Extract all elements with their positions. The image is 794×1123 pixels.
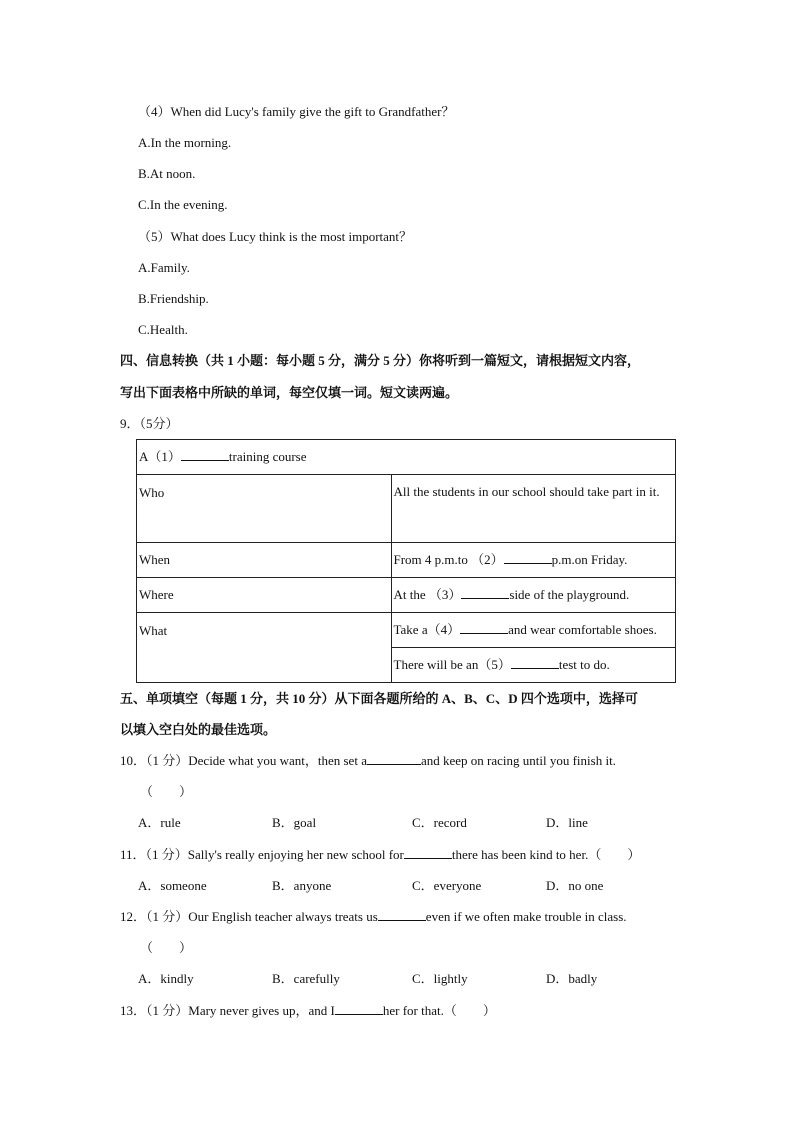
q12-blank[interactable] — [378, 908, 426, 921]
row-where-post: side of the playground. — [509, 587, 630, 602]
q12-option-c[interactable]: C．lightly — [412, 971, 468, 986]
q10-paren: （ ） — [140, 784, 193, 799]
row-what-content-2 — [391, 648, 676, 683]
row-when-pre: From 4 p.m.to （2） — [393, 552, 504, 567]
row-where-content — [391, 578, 676, 613]
section4-heading-line1: 四、信息转换（共 1 小题：每小题 5 分，满分 5 分）你将听到一篇短文，请根据短文内容， — [120, 353, 641, 368]
q11-option-b[interactable]: B．anyone — [272, 878, 332, 893]
q11-option-a[interactable]: A．someone — [138, 878, 207, 893]
blank-4[interactable] — [460, 621, 508, 634]
q8-sub5-option-b[interactable]: B.Friendship. — [138, 291, 209, 306]
q10-option-b[interactable]: B．goal — [272, 815, 317, 830]
section4-heading-line2: 写出下面表格中所缺的单词，每空仅填一词。短文读两遍。 — [120, 385, 459, 400]
table-title-post: training course — [228, 449, 307, 464]
q11-stem-post: there has been kind to her.（ ） — [451, 847, 641, 862]
q12-number: 12．（1 分） — [120, 909, 189, 924]
row-who-content: All the students in our school should take part in it. — [391, 475, 676, 543]
row-what2-post: test to do. — [558, 657, 610, 672]
q10-stem — [120, 752, 616, 770]
q11-blank[interactable] — [404, 846, 452, 859]
blank-5[interactable] — [511, 656, 559, 669]
q12-paren: （ ） — [140, 940, 193, 955]
q12-option-a[interactable]: A．kindly — [138, 971, 194, 986]
blank-1[interactable] — [181, 448, 229, 461]
blank-2[interactable] — [504, 551, 552, 564]
row-who-label: Who — [137, 475, 392, 543]
q11-option-c[interactable]: C．everyone — [412, 878, 482, 893]
q13-stem-post: her for that.（ ） — [382, 1003, 496, 1018]
q13-stem-pre: Mary never gives up，and I — [188, 1003, 335, 1018]
section5-heading-line1: 五、单项填空（每题 1 分，共 10 分）从下面各题所给的 A、B、C、D 四个选项中，选择可 — [120, 691, 638, 706]
blank-3[interactable] — [461, 586, 509, 599]
info-table — [136, 439, 676, 683]
q12-stem-pre: Our English teacher always treats us — [188, 909, 378, 924]
row-what-content-1 — [391, 613, 676, 648]
row-where-label: Where — [137, 578, 392, 613]
table-title-pre: A（1） — [139, 449, 181, 464]
q10-option-a[interactable]: A．rule — [138, 815, 181, 830]
q11-stem-pre: Sally's really enjoying her new school for — [187, 847, 404, 862]
q13-stem — [120, 1002, 496, 1020]
q10-stem-pre: Decide what you want，then set a — [188, 753, 367, 768]
table-title-cell — [137, 440, 676, 475]
q10-blank[interactable] — [367, 752, 421, 765]
q11-stem — [120, 846, 640, 864]
row-where-pre: At the （3） — [393, 587, 462, 602]
q8-sub5-question: （5）What does Lucy think is the most important？ — [138, 229, 413, 244]
q12-option-b[interactable]: B．carefully — [272, 971, 340, 986]
row-what1-post: and wear comfortable shoes. — [508, 622, 657, 637]
q13-blank[interactable] — [335, 1002, 383, 1015]
row-what2-pre: There will be an（5） — [393, 657, 511, 672]
q11-option-d[interactable]: D．no one — [546, 878, 604, 893]
row-when-content — [391, 543, 676, 578]
q9-label: 9．（5分） — [120, 416, 179, 431]
q8-sub4-option-b[interactable]: B.At noon. — [138, 166, 196, 181]
section5-heading-line2: 以填入空白处的最佳选项。 — [120, 722, 277, 737]
q13-number: 13．（1 分） — [120, 1003, 189, 1018]
q10-number: 10．（1 分） — [120, 753, 189, 768]
row-what1-pre: Take a（4） — [393, 622, 461, 637]
row-what-label: What — [137, 613, 392, 683]
q8-sub4-option-a[interactable]: A.In the morning. — [138, 135, 232, 150]
q12-option-d[interactable]: D．badly — [546, 971, 598, 986]
q12-stem-post: even if we often make trouble in class. — [425, 909, 627, 924]
q8-sub5-option-a[interactable]: A.Family. — [138, 260, 190, 275]
row-when-post: p.m.on Friday. — [551, 552, 628, 567]
q12-stem — [120, 908, 627, 926]
row-when-label: When — [137, 543, 392, 578]
q10-option-d[interactable]: D．line — [546, 815, 588, 830]
q8-sub4-option-c[interactable]: C.In the evening. — [138, 197, 228, 212]
q8-sub5-option-c[interactable]: C.Health. — [138, 322, 188, 337]
q8-sub4-question: （4）When did Lucy's family give the gift to Grandfather？ — [138, 104, 455, 119]
q10-stem-post: and keep on racing until you finish it. — [420, 753, 616, 768]
q10-option-c[interactable]: C．record — [412, 815, 467, 830]
q11-number: 11．（1 分） — [120, 847, 188, 862]
